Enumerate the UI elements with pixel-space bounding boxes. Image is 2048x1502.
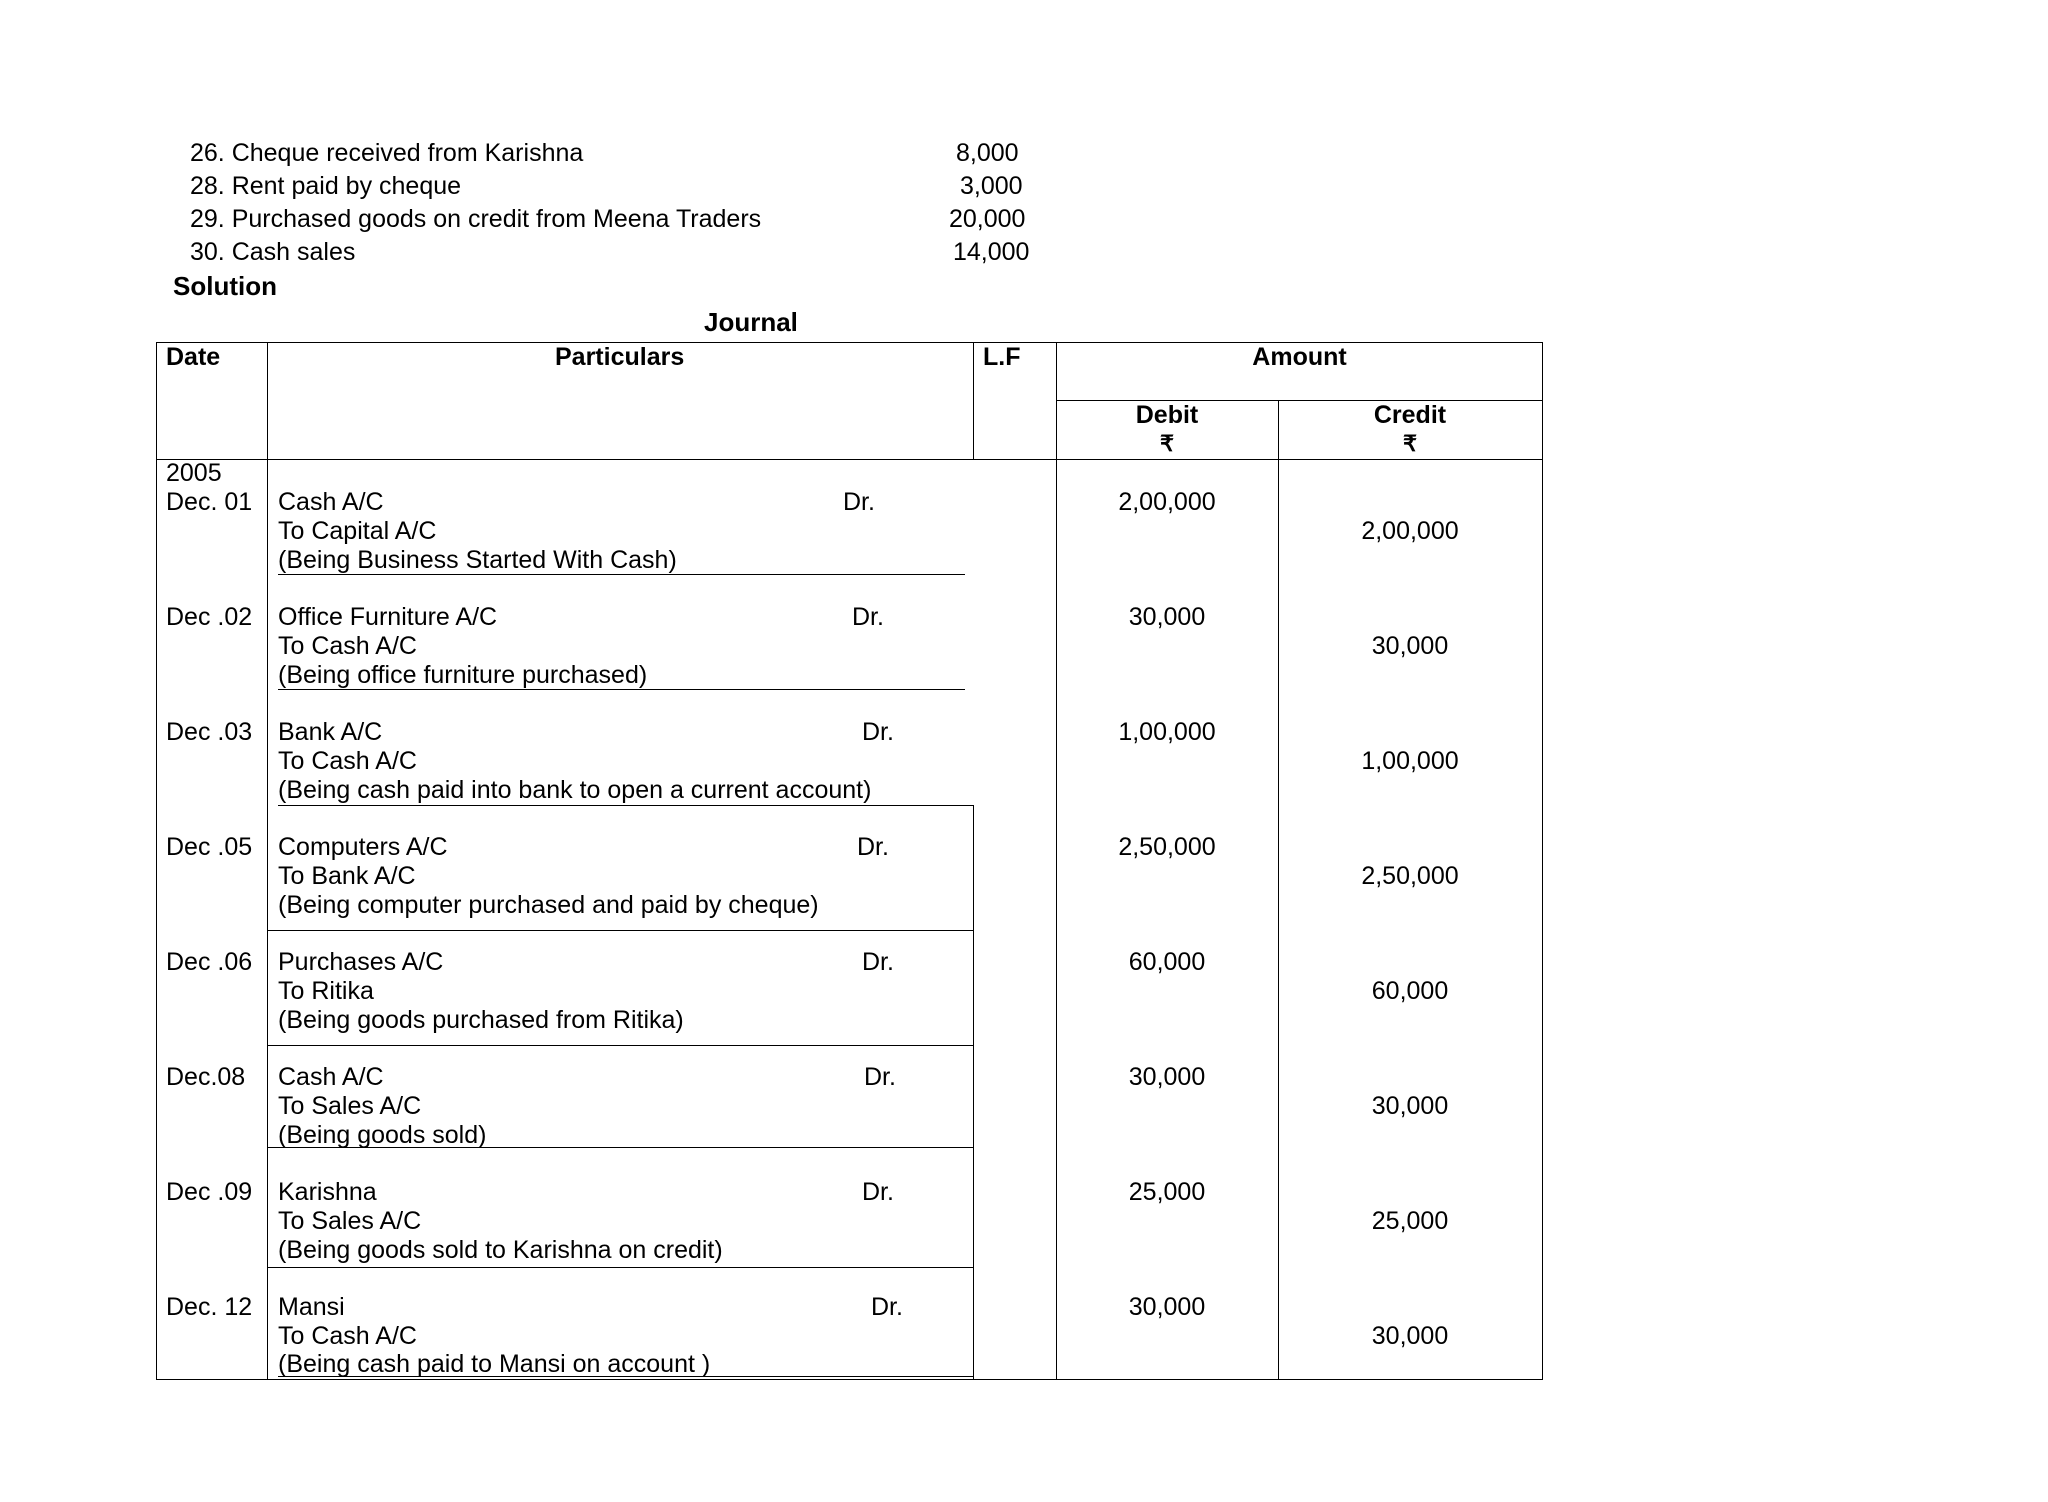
entry-credit-account: To Cash A/C [278, 632, 417, 660]
entry-debit-amount: 2,00,000 [1118, 488, 1216, 516]
entry-debit-account: Office Furniture A/C [278, 603, 498, 631]
journal-title: Journal [704, 307, 798, 337]
entry-underline [268, 930, 974, 931]
entry-dr-label: Dr. [852, 603, 884, 631]
entry-date: Dec .02 [166, 603, 253, 631]
entry-narration: (Being goods purchased from Ritika) [278, 1006, 684, 1034]
transaction-amount: 20,000 [949, 205, 1026, 233]
entry-date: Dec .06 [166, 948, 253, 976]
transaction-amount: 14,000 [953, 238, 1030, 266]
entry-date: Dec.08 [166, 1063, 246, 1091]
date-column-divider [267, 342, 268, 1380]
entry-underline [268, 1267, 974, 1268]
entry-credit-account: To Sales A/C [278, 1207, 422, 1235]
header-bottom-border [156, 459, 1543, 460]
table-left-border [156, 342, 157, 1380]
transaction-amount: 8,000 [956, 139, 1019, 167]
entry-dr-label: Dr. [862, 718, 894, 746]
entry-debit-amount: 25,000 [1128, 1178, 1206, 1206]
entry-credit-amount: 30,000 [1371, 1092, 1449, 1120]
entry-dr-label: Dr. [862, 948, 894, 976]
entry-credit-amount: 1,00,000 [1361, 747, 1459, 775]
entry-narration: (Being Business Started With Cash) [278, 546, 677, 574]
entry-date: Dec. 12 [166, 1293, 253, 1321]
entry-credit-amount: 60,000 [1371, 977, 1449, 1005]
entry-credit-account: To Cash A/C [278, 747, 417, 775]
entry-narration: (Being office furniture purchased) [278, 661, 648, 689]
entry-debit-account: Computers A/C [278, 833, 448, 861]
entry-credit-amount: 30,000 [1371, 632, 1449, 660]
particulars-column-divider [973, 342, 974, 460]
entry-dr-label: Dr. [862, 1178, 894, 1206]
entry-debit-account: Bank A/C [278, 718, 383, 746]
entry-debit-amount: 30,000 [1128, 603, 1206, 631]
entry-debit-amount: 30,000 [1128, 1063, 1206, 1091]
table-right-border [1542, 342, 1543, 1380]
transaction-amount: 3,000 [960, 172, 1023, 200]
header-date: Date [166, 343, 221, 371]
header-amount: Amount [1252, 343, 1347, 371]
entry-credit-account: To Capital A/C [278, 517, 437, 545]
entry-date: Dec .09 [166, 1178, 253, 1206]
header-credit: Credit [1373, 401, 1447, 429]
entry-narration: (Being cash paid to Mansi on account ) [278, 1350, 711, 1378]
header-debit: Debit [1135, 401, 1199, 429]
solution-heading: Solution [173, 271, 277, 301]
entry-debit-account: Cash A/C [278, 1063, 384, 1091]
entry-dr-label: Dr. [843, 488, 875, 516]
entry-debit-account: Purchases A/C [278, 948, 444, 976]
entry-underline [278, 574, 965, 575]
entry-underline [278, 805, 974, 806]
entry-credit-account: To Sales A/C [278, 1092, 422, 1120]
entry-narration: (Being goods sold to Karishna on credit) [278, 1236, 723, 1264]
entry-dr-label: Dr. [864, 1063, 896, 1091]
entry-credit-account: To Bank A/C [278, 862, 416, 890]
entry-underline [268, 1045, 974, 1046]
entry-debit-account: Mansi [278, 1293, 345, 1321]
entry-underline [278, 1376, 974, 1377]
entry-narration: (Being cash paid into bank to open a current account) [278, 776, 872, 804]
rupee-icon: ₹ [1160, 431, 1174, 456]
entry-credit-amount: 30,000 [1371, 1322, 1449, 1350]
entry-debit-amount: 1,00,000 [1118, 718, 1216, 746]
entry-date: Dec .03 [166, 718, 253, 746]
entry-date: Dec .05 [166, 833, 253, 861]
entry-underline [278, 689, 965, 690]
entry-debit-account: Karishna [278, 1178, 377, 1206]
header-lf: L.F [983, 343, 1021, 371]
entry-underline [268, 1147, 974, 1148]
transaction-label: 29. Purchased goods on credit from Meena Traders [190, 205, 762, 233]
entry-credit-amount: 25,000 [1371, 1207, 1449, 1235]
entry-credit-account: To Ritika [278, 977, 374, 1005]
rupee-icon: ₹ [1403, 431, 1417, 456]
entry-debit-amount: 2,50,000 [1118, 833, 1216, 861]
entry-narration: (Being goods sold) [278, 1121, 487, 1149]
transaction-label: 26. Cheque received from Karishna [190, 139, 584, 167]
header-particulars: Particulars [555, 343, 685, 371]
year-label: 2005 [166, 459, 222, 487]
entry-credit-amount: 2,50,000 [1361, 862, 1459, 890]
entry-credit-amount: 2,00,000 [1361, 517, 1459, 545]
entry-debit-amount: 30,000 [1128, 1293, 1206, 1321]
transaction-label: 30. Cash sales [190, 238, 356, 266]
entry-debit-account: Cash A/C [278, 488, 384, 516]
entry-dr-label: Dr. [857, 833, 889, 861]
entry-narration: (Being computer purchased and paid by cheque) [278, 891, 819, 919]
entry-date: Dec. 01 [166, 488, 253, 516]
entry-debit-amount: 60,000 [1128, 948, 1206, 976]
particulars-column-divider [973, 806, 974, 1380]
transaction-label: 28. Rent paid by cheque [190, 172, 462, 200]
entry-dr-label: Dr. [871, 1293, 903, 1321]
table-bottom-border [156, 1379, 1543, 1380]
entry-credit-account: To Cash A/C [278, 1322, 417, 1350]
